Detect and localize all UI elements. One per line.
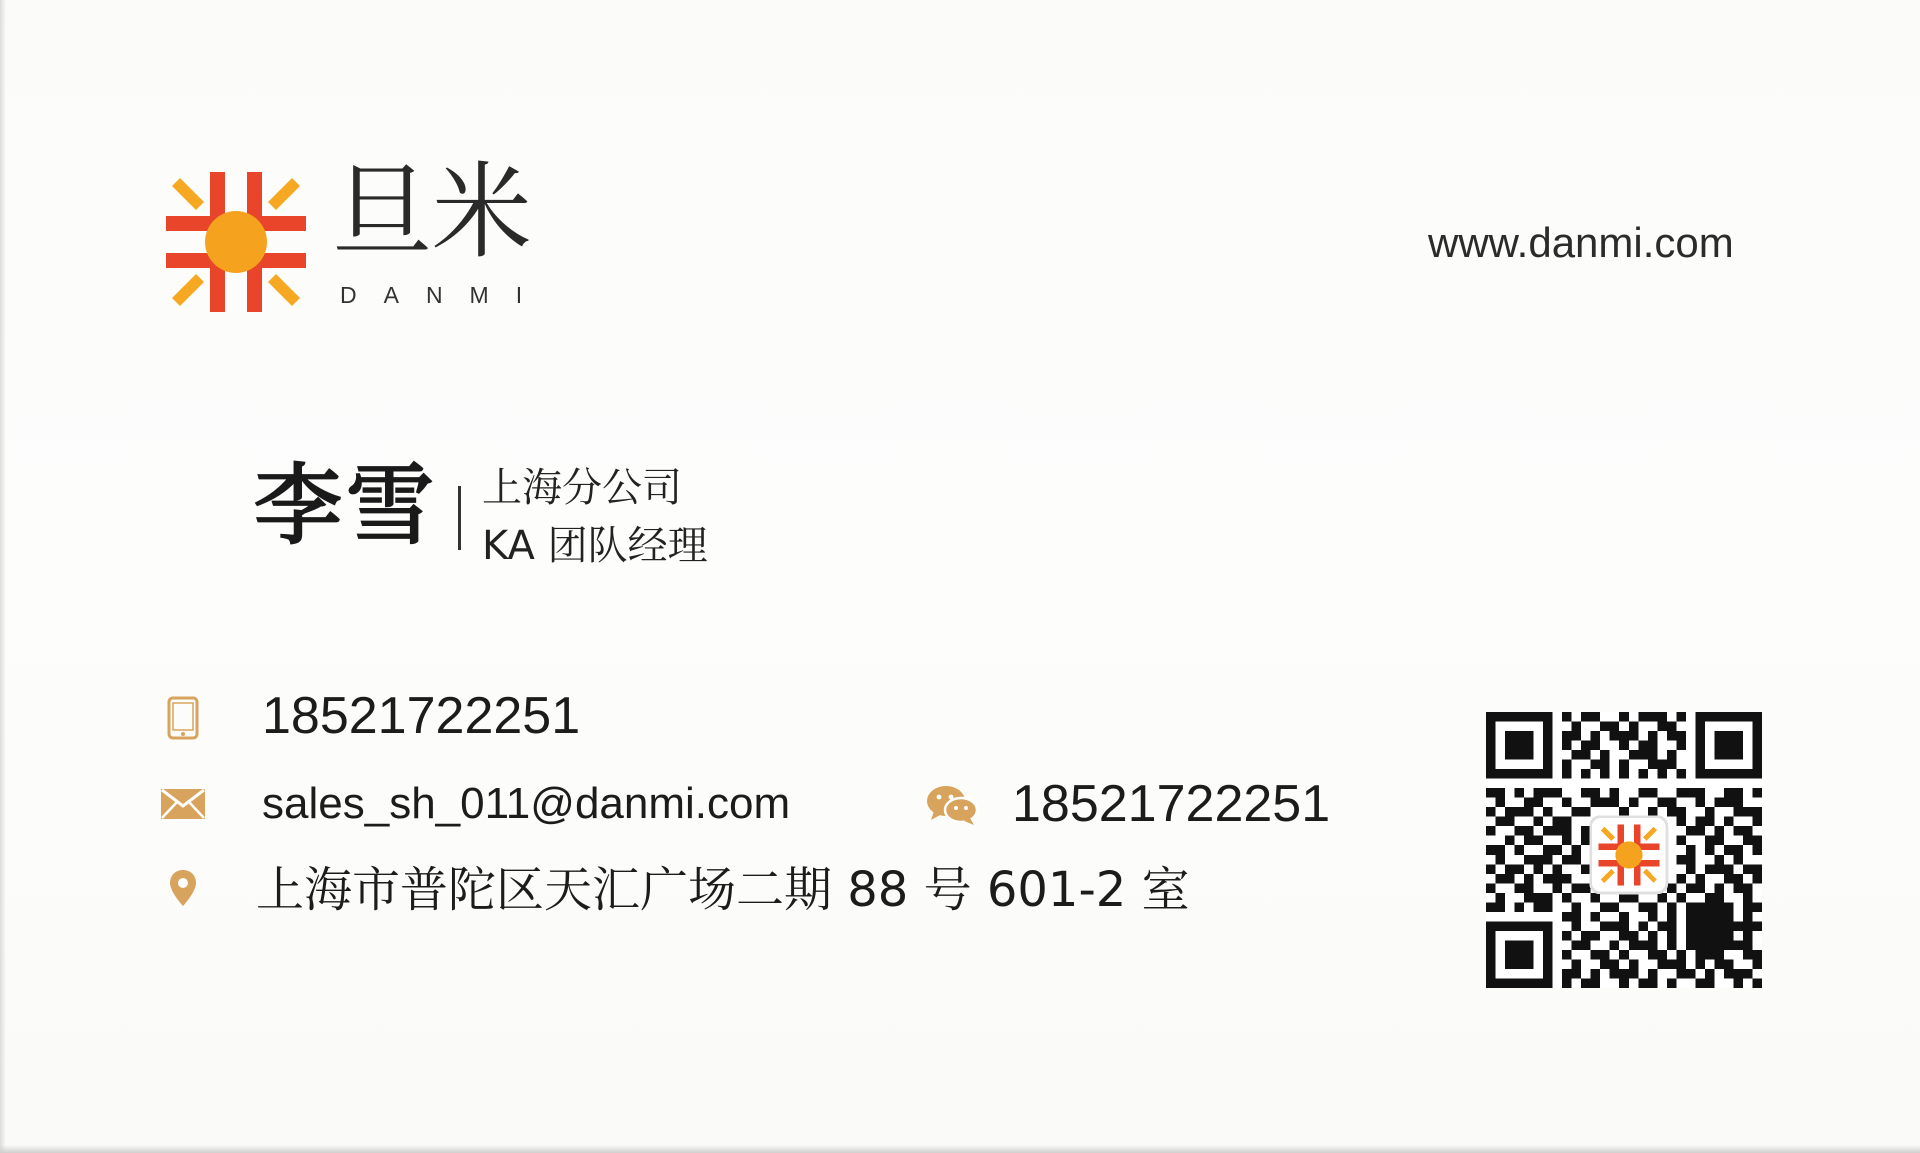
wechat-icon bbox=[926, 784, 978, 826]
qr-code-icon bbox=[1486, 712, 1762, 988]
wechat-id: 18521722251 bbox=[1012, 775, 1331, 833]
name-divider bbox=[458, 486, 461, 550]
website-url: www.danmi.com bbox=[1428, 219, 1734, 266]
phone-number: 18521722251 bbox=[262, 687, 581, 745]
job-position: KA 团队经理 bbox=[482, 523, 708, 569]
person-name: 李雪 bbox=[254, 454, 439, 557]
branch-office: 上海分公司 bbox=[482, 465, 682, 511]
danmi-sun-logo-icon bbox=[166, 172, 306, 312]
envelope-icon bbox=[160, 788, 206, 820]
location-pin-icon bbox=[168, 868, 198, 908]
office-address: 上海市普陀区天汇广场二期 88 号 601-2 室 bbox=[256, 862, 1190, 918]
brand-name-cn: 旦米 bbox=[332, 151, 532, 273]
brand-name-en: DANMI bbox=[340, 282, 550, 308]
email-address: sales_sh_011@danmi.com bbox=[262, 779, 791, 828]
mobile-phone-icon bbox=[166, 696, 200, 740]
